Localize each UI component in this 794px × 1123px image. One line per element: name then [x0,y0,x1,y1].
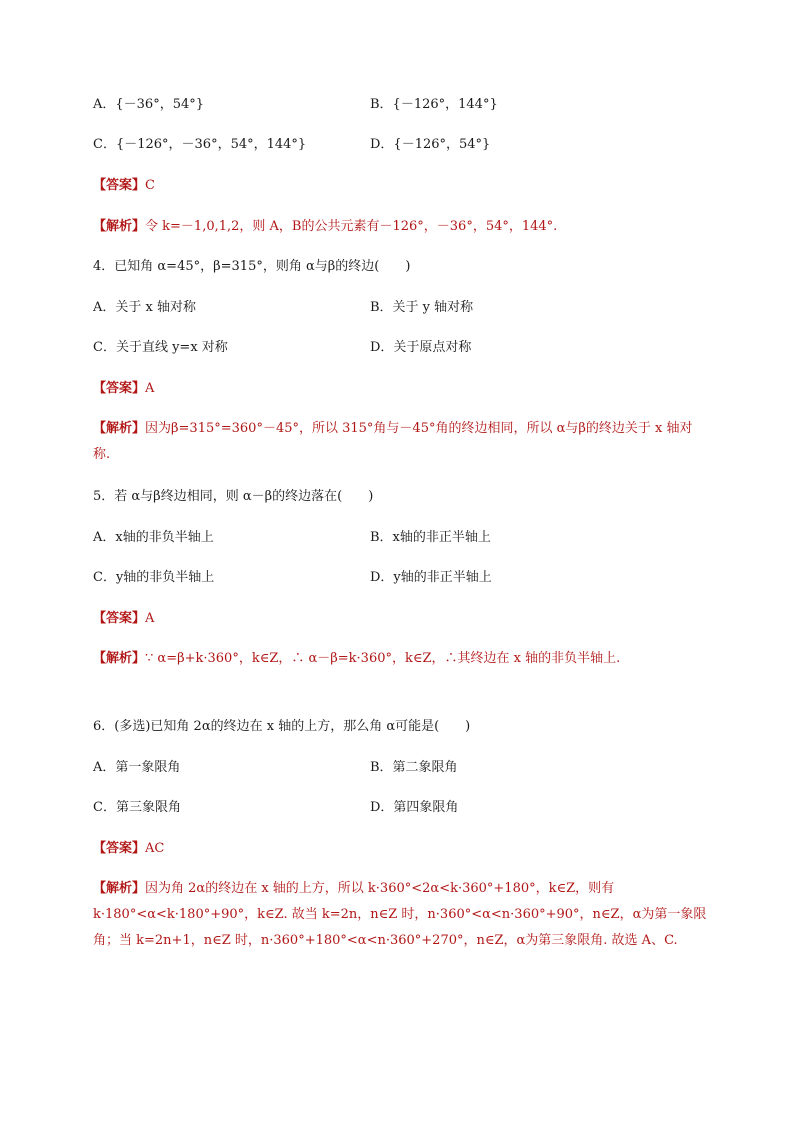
q4-answer [93,380,154,398]
q4-option-d: D．关于原点对称 [370,340,472,355]
q3-option-d: D．{－126°，54°} [370,137,491,152]
q3-option-a: A．{－36°，54°} [93,97,205,112]
q6-option-c: C．第三象限角 [93,800,181,815]
q6-option-d: D．第四象限角 [370,800,459,815]
q6-analysis [93,876,708,954]
answer-value: C [145,178,155,193]
analysis-text: ∵ α=β+k·360°，k∈Z，∴ α－β=k·360°，k∈Z，∴其终边在 x 轴的非负半轴上. [145,651,621,666]
q5-option-c: C．y轴的非负半轴上 [93,570,215,585]
q5-analysis [93,646,708,672]
q5-stem: 5．若 α与β终边相同，则 α－β的终边落在( ) [93,489,374,504]
answer-label: 【答案】 [93,381,146,396]
analysis-label: 【解析】 [93,421,146,436]
q6-answer [93,840,164,858]
analysis-label: 【解析】 [93,881,146,896]
q6-option-a: A．第一象限角 [93,760,181,775]
q4-analysis [93,416,708,468]
answer-value: AC [145,841,165,856]
analysis-text: 因为角 2α的终边在 x 轴的上方，所以 k·360°<2α<k·360°+180°，k∈Z，则有 k·180°<α<k·180°+90°，k∈Z. 故当 k=2n，n∈Z 时，n·360°<α<n·360°+90°，n∈Z，α为第一象限角；当 k=2n+1，n∈Z 时，n·360°+180°<α<n·360°+270°，n∈Z，α为第三象限角. 故选 A、C. [93,881,707,948]
answer-label: 【答案】 [93,611,146,626]
analysis-text: 令 k=－1,0,1,2，则 A，B的公共元素有－126°，－36°，54°，144°. [145,219,558,234]
q4-option-a: A．关于 x 轴对称 [93,300,196,315]
answer-label: 【答案】 [93,841,146,856]
q4-option-b: B．关于 y 轴对称 [370,300,474,315]
q3-analysis [93,218,557,236]
q3-answer [93,177,155,195]
q3-option-c: C．{－126°，－36°，54°，144°} [93,137,307,152]
answer-value: A [145,611,155,626]
q5-answer [93,610,154,628]
q6-stem: 6．(多选)已知角 2α的终边在 x 轴的上方，那么角 α可能是( ) [93,719,471,734]
q4-option-c: C．关于直线 y=x 对称 [93,340,228,355]
q6-option-b: B．第二象限角 [370,760,458,775]
analysis-text: 因为β=315°=360°－45°，所以 315°角与－45°角的终边相同，所以 α与β的终边关于 x 轴对称. [93,421,693,462]
q3-option-b: B．{－126°，144°} [370,97,498,112]
answer-label: 【答案】 [93,178,146,193]
q5-option-d: D．y轴的非正半轴上 [370,570,492,585]
q5-option-b: B．x轴的非正半轴上 [370,530,491,545]
answer-value: A [145,381,155,396]
q4-stem: 4．已知角 α=45°，β=315°，则角 α与β的终边( ) [93,259,411,274]
analysis-label: 【解析】 [93,219,146,234]
q5-option-a: A．x轴的非负半轴上 [93,530,214,545]
analysis-label: 【解析】 [93,651,146,666]
